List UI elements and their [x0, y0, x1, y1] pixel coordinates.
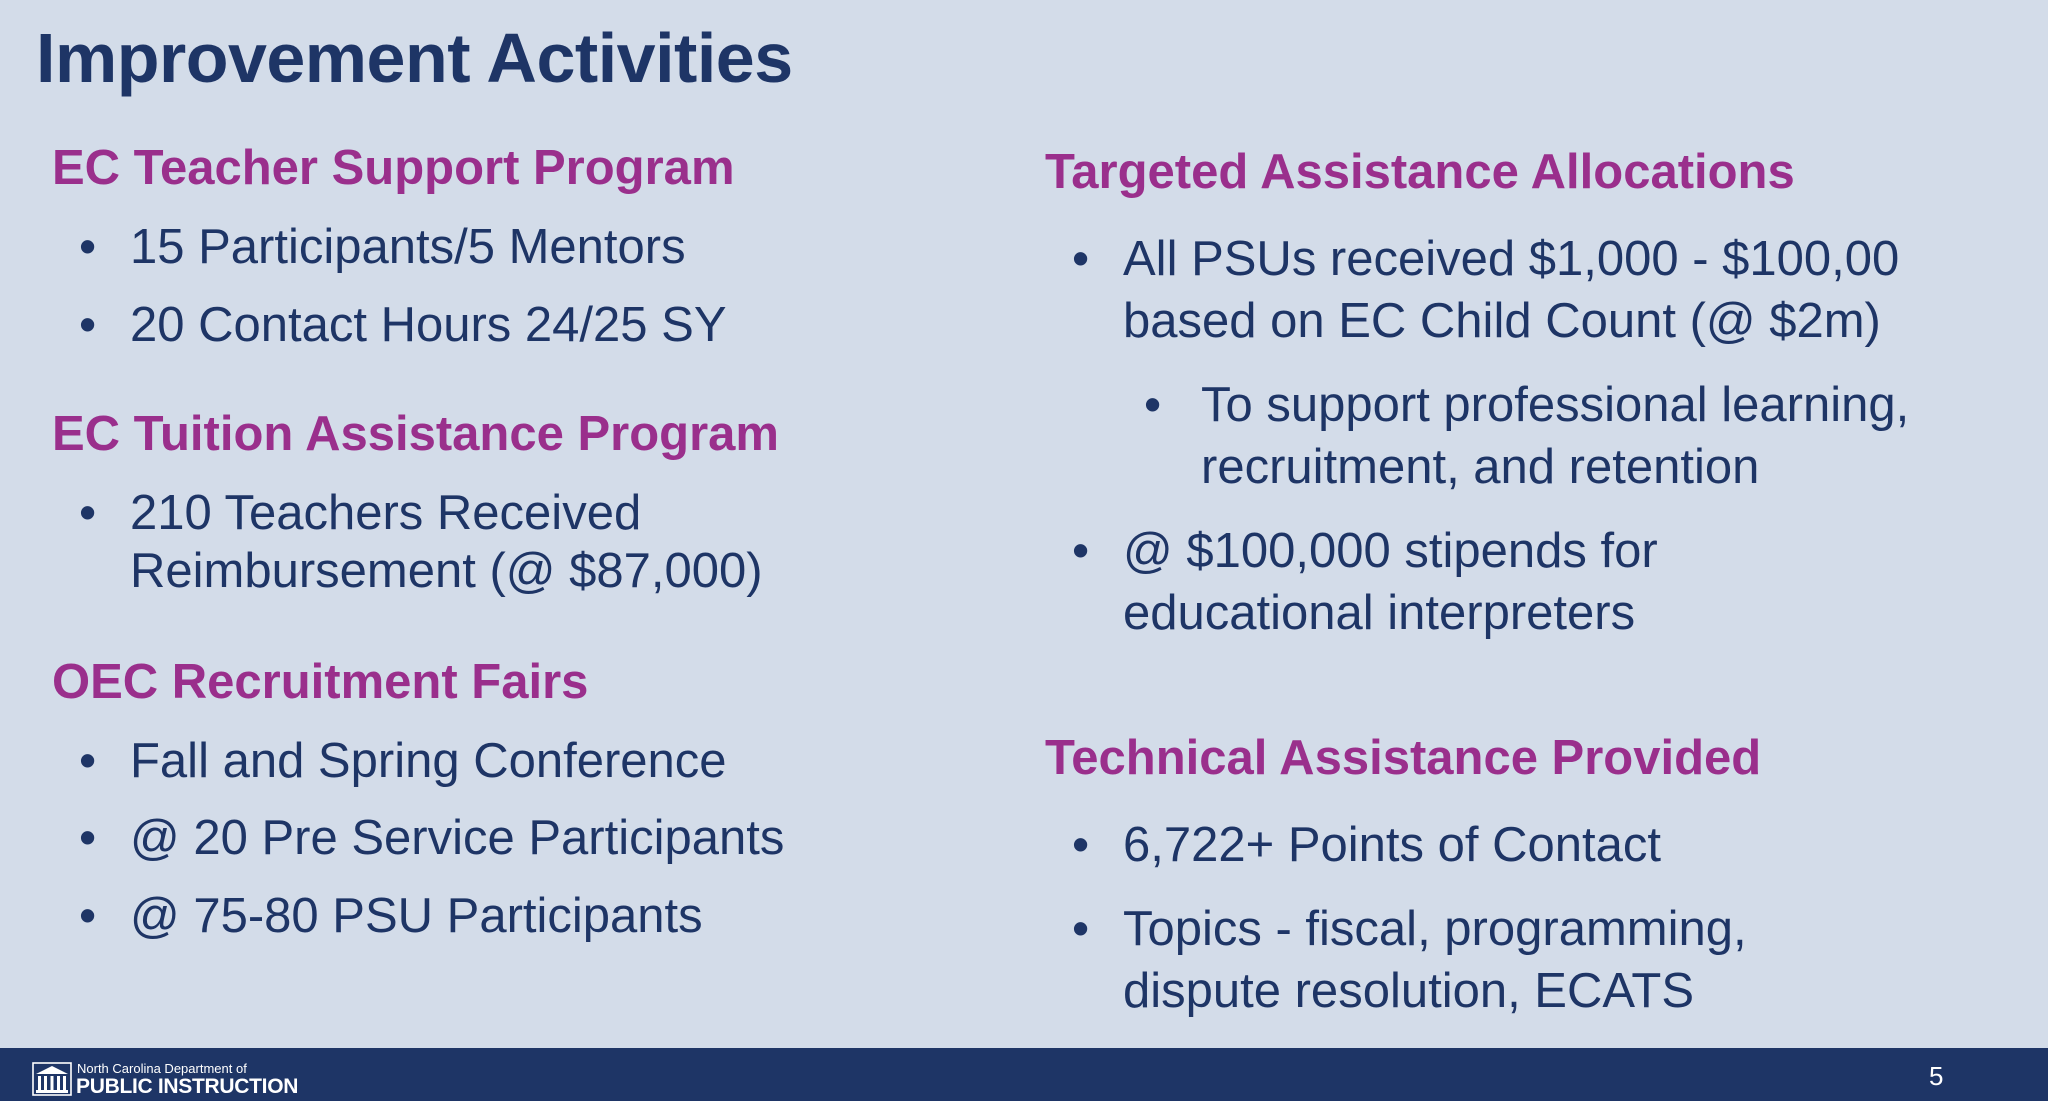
heading-targeted-assistance: Targeted Assistance Allocations: [1045, 145, 1795, 199]
bullet-text-continued: educational interpreters: [1123, 586, 1636, 640]
bullet-item: [79, 484, 763, 600]
bullet-item: [79, 885, 703, 947]
bullet-dot: •: [1144, 378, 1162, 432]
sub-bullet-item: [1144, 374, 1910, 498]
bullet-item: [1072, 520, 1658, 644]
bullet-item: [79, 294, 727, 356]
bullet-item: [1072, 898, 1747, 1022]
slide-title: Improvement Activities: [36, 19, 793, 97]
footer-bar: [0, 1048, 2048, 1101]
bullet-item: [1072, 228, 1900, 352]
bullet-dot: •: [79, 889, 97, 943]
bullet-dot: •: [79, 811, 97, 865]
bullet-dot: •: [79, 298, 97, 352]
bullet-item: [1072, 814, 1661, 876]
bullet-text: To support professional learning,: [1201, 378, 1910, 432]
bullet-dot: •: [79, 734, 97, 788]
bullet-dot: •: [1072, 818, 1090, 872]
bullet-text: 6,722+ Points of Contact: [1123, 818, 1661, 872]
bullet-text: Topics - fiscal, programming,: [1123, 902, 1747, 956]
page-number: 5: [1929, 1061, 1944, 1091]
nc-dpi-building-logo-icon: [32, 1062, 72, 1096]
bullet-text: Fall and Spring Conference: [130, 734, 727, 788]
bullet-dot: •: [79, 220, 97, 274]
bullet-item: [79, 807, 785, 869]
heading-oec-recruitment-fairs: OEC Recruitment Fairs: [52, 655, 589, 709]
bullet-item: [79, 216, 686, 278]
bullet-text: 15 Participants/5 Mentors: [130, 220, 686, 274]
bullet-text: 20 Contact Hours 24/25 SY: [130, 298, 727, 352]
bullet-dot: •: [1072, 524, 1090, 578]
bullet-dot: •: [1072, 232, 1090, 286]
bullet-dot: •: [1072, 902, 1090, 956]
bullet-text: @ $100,000 stipends for: [1123, 524, 1658, 578]
bullet-text: 210 Teachers Received: [130, 486, 642, 540]
bullet-item: [79, 730, 727, 792]
org-name-line-1: North Carolina Department of: [77, 1061, 247, 1076]
bullet-text-continued: based on EC Child Count (@ $2m): [1123, 294, 1881, 348]
bullet-text-continued: Reimbursement (@ $87,000): [130, 544, 763, 598]
bullet-text-continued: dispute resolution, ECATS: [1123, 964, 1695, 1018]
org-name-line-2: PUBLIC INSTRUCTION: [76, 1075, 299, 1098]
bullet-dot: •: [79, 486, 97, 540]
bullet-text: @ 75-80 PSU Participants: [130, 889, 703, 943]
heading-ec-tuition-assistance: EC Tuition Assistance Program: [52, 407, 779, 461]
bullet-text: All PSUs received $1,000 - $100,00: [1123, 232, 1900, 286]
heading-technical-assistance: Technical Assistance Provided: [1045, 731, 1762, 785]
heading-ec-teacher-support: EC Teacher Support Program: [52, 141, 735, 195]
bullet-text: @ 20 Pre Service Participants: [130, 811, 785, 865]
bullet-text-continued: recruitment, and retention: [1201, 440, 1760, 494]
